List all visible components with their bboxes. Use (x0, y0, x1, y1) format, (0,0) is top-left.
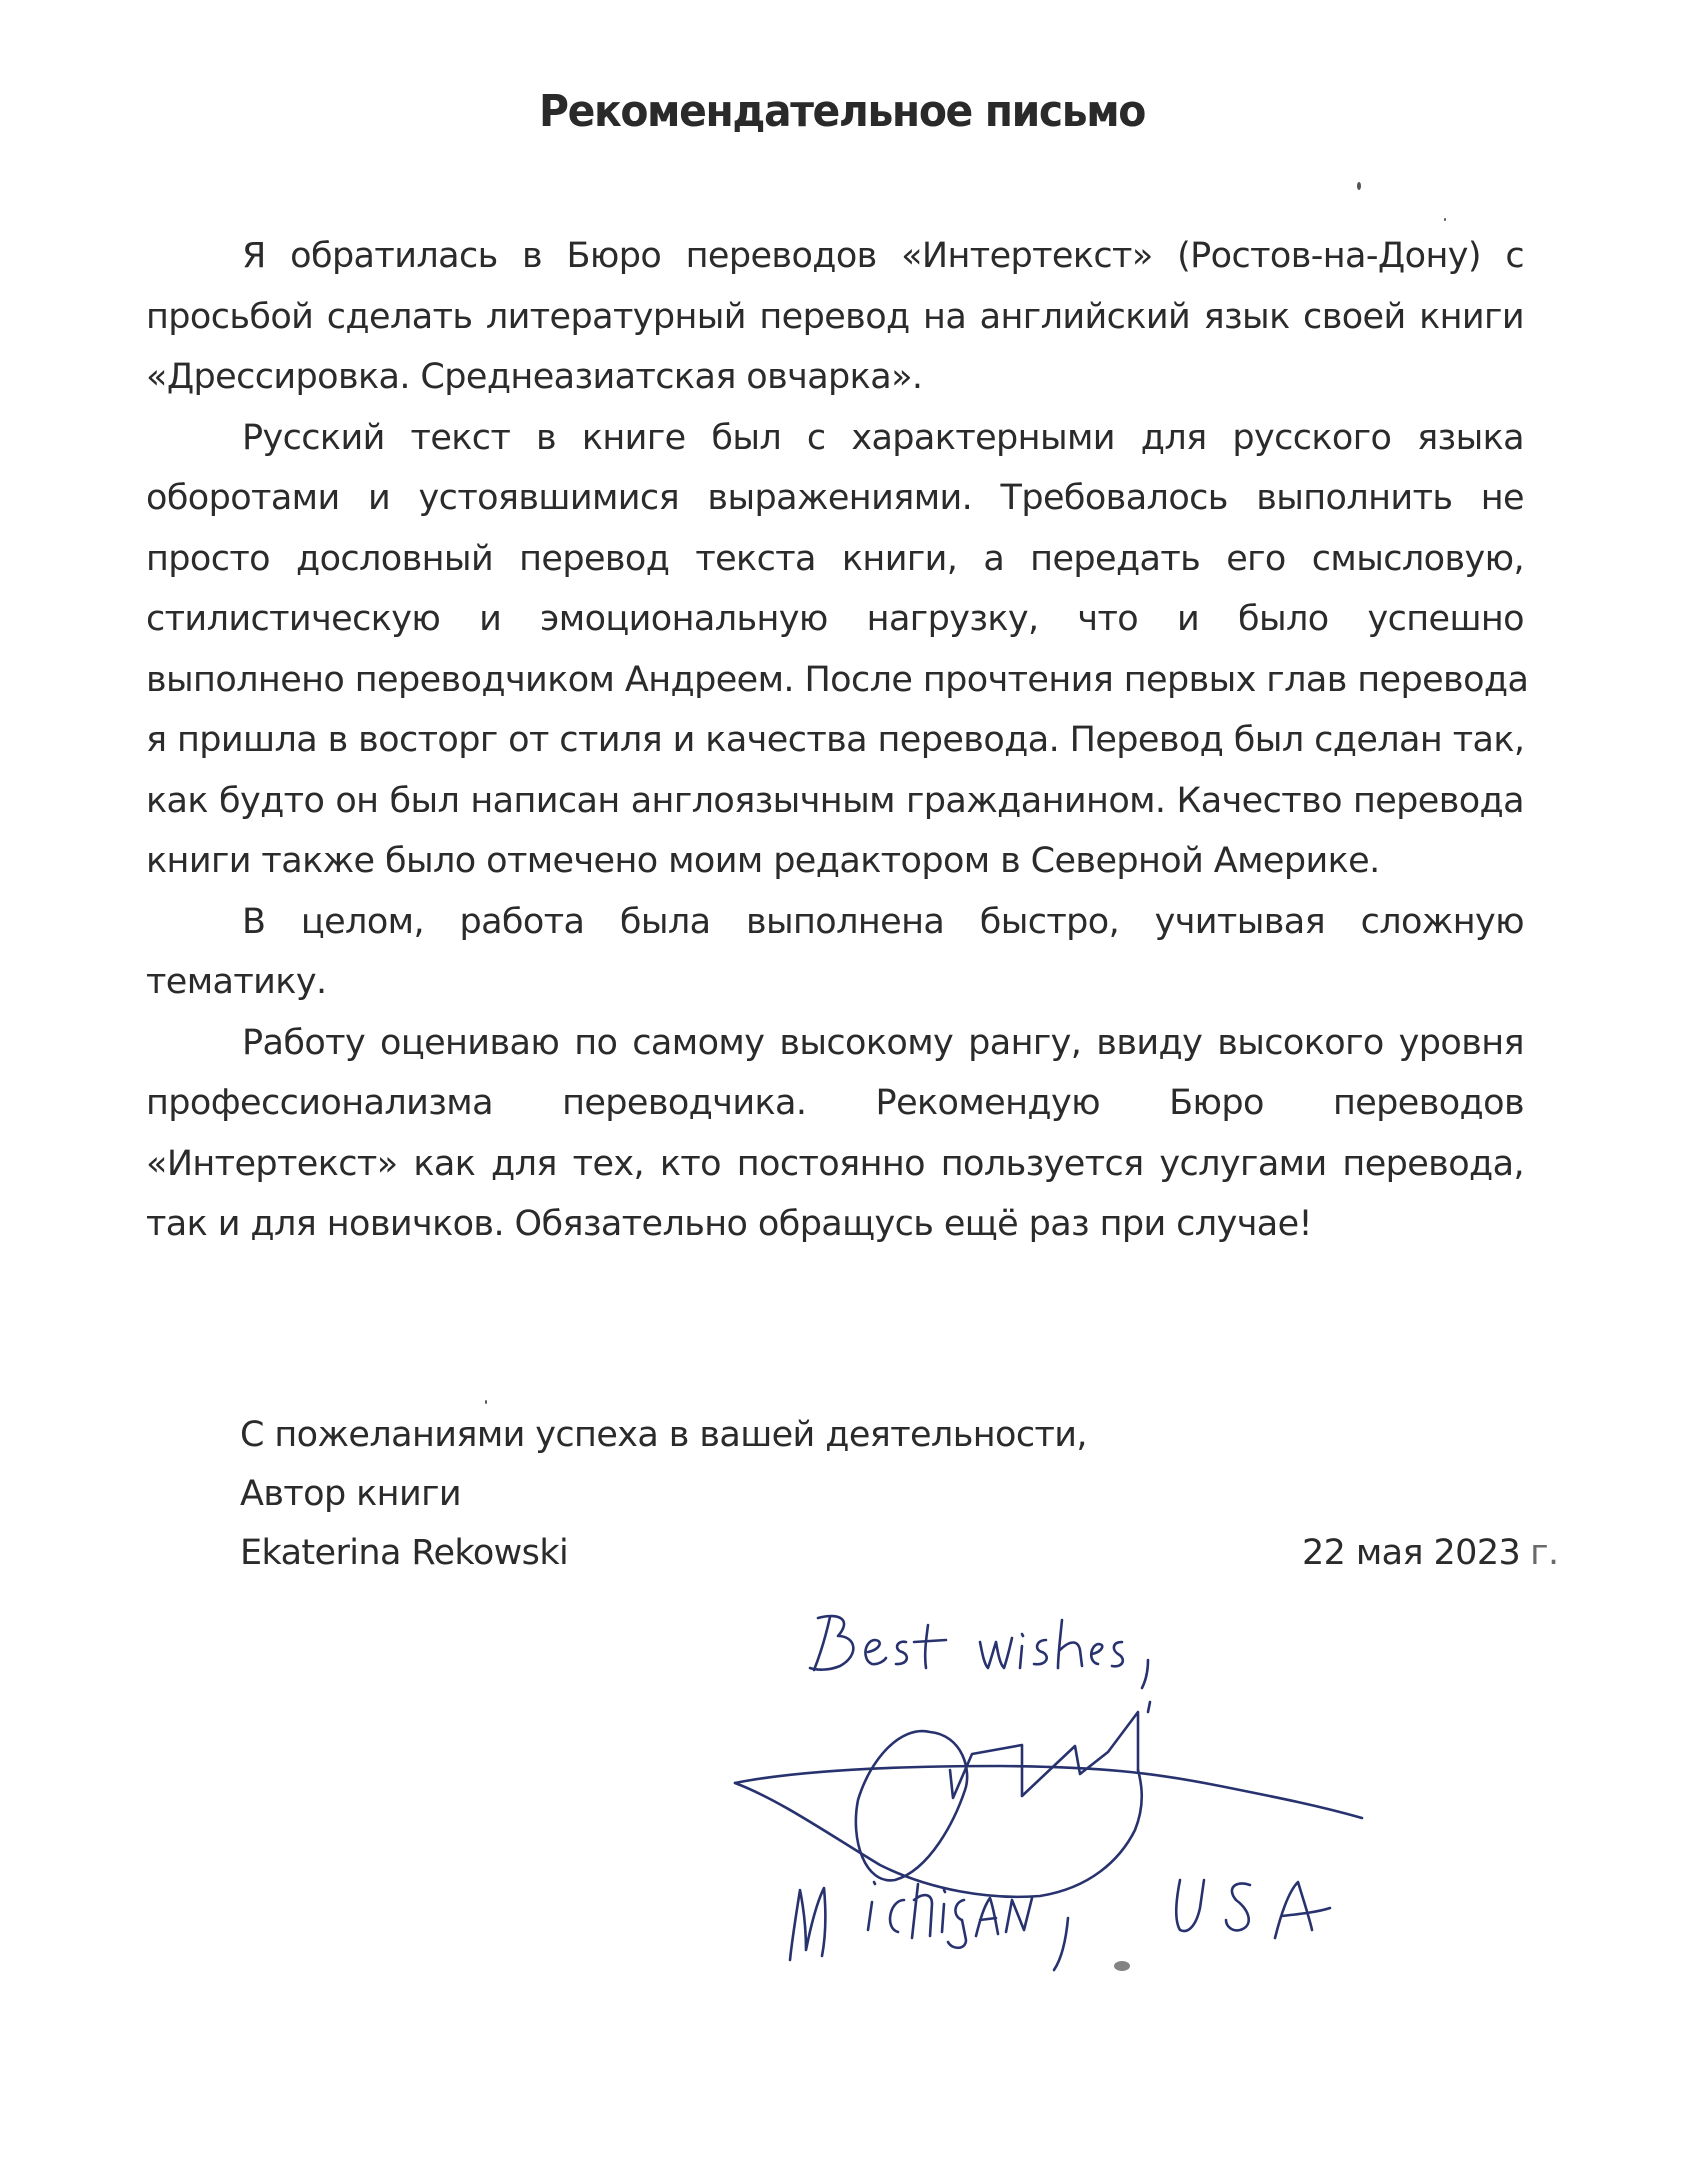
letter-body (146, 226, 1529, 1255)
hw-letter-s2 (1034, 1640, 1047, 1664)
hw-letter-A (1275, 1882, 1330, 1938)
signature (735, 1702, 1362, 1897)
paragraph-3 (146, 892, 1524, 1013)
hw-letter-a (976, 1898, 998, 1936)
paragraph-line: как будто он был написан англоязычным гражданином. Качество перевода (146, 780, 1524, 821)
hw-letter-U (1176, 1880, 1204, 1931)
hw-letter-s3 (1112, 1642, 1123, 1666)
closing-role: Автор книги (240, 1474, 462, 1514)
hw-letter-e (865, 1640, 886, 1664)
paragraph-line: книги также было отмечено моим редактором в Северной Америке. (146, 841, 1380, 881)
hw-letter-h-2 (912, 1884, 932, 1938)
paragraph-line: выполнено переводчиком Андреем. После прочтения первых глав перевода (146, 659, 1529, 700)
closing-salutation: С пожеланиями успеха в вашей деятельности, (240, 1415, 1087, 1455)
paragraph-2 (146, 408, 1529, 892)
paragraph-line: Я обратилась в Бюро переводов «Интертекст» (Ростов-на-Дону) с (242, 236, 1524, 276)
hw-letter-n (1006, 1898, 1032, 1932)
author-name: Ekaterina Rekowski (240, 1533, 569, 1573)
date-value: 22 мая 2023 (1302, 1533, 1521, 1573)
letter-date (1302, 1524, 1559, 1583)
hw-letter-M (790, 1888, 825, 1960)
paragraph-line: просто дословный перевод текста книги, а передать его смысловую, (146, 538, 1524, 579)
ink-smudge (1114, 1961, 1130, 1971)
paragraph-4 (146, 1013, 1524, 1255)
paragraph-line: так и для новичков. Обязательно обращусь ещё раз при случае! (146, 1204, 1312, 1244)
paragraph-line: «Интертекст» как для тех, кто постоянно пользуется услугами перевода, (146, 1143, 1524, 1184)
paragraph-line: просьбой сделать литературный перевод на английский язык своей книги (146, 296, 1524, 337)
paragraph-1 (146, 226, 1524, 408)
hw-letter-w (980, 1638, 1012, 1668)
signature-zigzag (950, 1712, 1138, 1798)
hw-letter-S (1226, 1883, 1250, 1930)
signature-baseline-stroke (735, 1766, 1362, 1818)
hw-letter-g (948, 1900, 966, 1948)
letter-title: Рекомендательное письмо (538, 86, 1146, 137)
date-suffix: г. (1530, 1533, 1559, 1573)
hw-letter-e2 (1091, 1644, 1102, 1664)
hw-letter-B (810, 1616, 853, 1670)
hw-letter-s (896, 1642, 907, 1664)
paragraph-line: «Дрессировка. Среднеазиатская овчарка». (146, 357, 923, 397)
hw-letter-c (890, 1900, 904, 1932)
paragraph-line: тематику. (146, 962, 327, 1002)
handwritten-location (790, 1880, 1330, 1970)
paragraph-line: Русский текст в книге был с характерными для русского языка (242, 417, 1524, 458)
paragraph-line: Работу оцениваю по самому высокому рангу, ввиду высокого уровня (242, 1022, 1524, 1063)
hw-letter-i-3 (942, 1890, 945, 1932)
scan-speck (1357, 182, 1361, 190)
closing-block (240, 1406, 1087, 1583)
signature-lower-sweep (735, 1770, 1142, 1897)
handwritten-best-wishes (810, 1616, 1148, 1688)
paragraph-line: оборотами и устоявшимися выражениями. Требовалось выполнить не (146, 478, 1524, 518)
hw-letter-i-2 (868, 1882, 875, 1930)
hw-letter-t (914, 1625, 946, 1668)
scan-speck (1444, 218, 1446, 221)
hw-letter-i (1020, 1634, 1023, 1668)
paragraph-line: В целом, работа была выполнена быстро, учитывая сложную (242, 901, 1524, 942)
paragraph-line: я пришла в восторг от стиля и качества перевода. Перевод был сделан так, (146, 720, 1525, 760)
paragraph-line: профессионализма переводчика. Рекомендую Бюро переводов (146, 1083, 1524, 1123)
hw-letter-h (1058, 1620, 1082, 1668)
hw-comma (1142, 1660, 1148, 1688)
paragraph-line: стилистическую и эмоциональную нагрузку, что и было успешно (146, 599, 1524, 639)
hw-comma-2 (1054, 1918, 1068, 1970)
scan-speck (485, 1400, 487, 1404)
signature-loop (856, 1731, 967, 1880)
signature-tick (1148, 1702, 1150, 1712)
